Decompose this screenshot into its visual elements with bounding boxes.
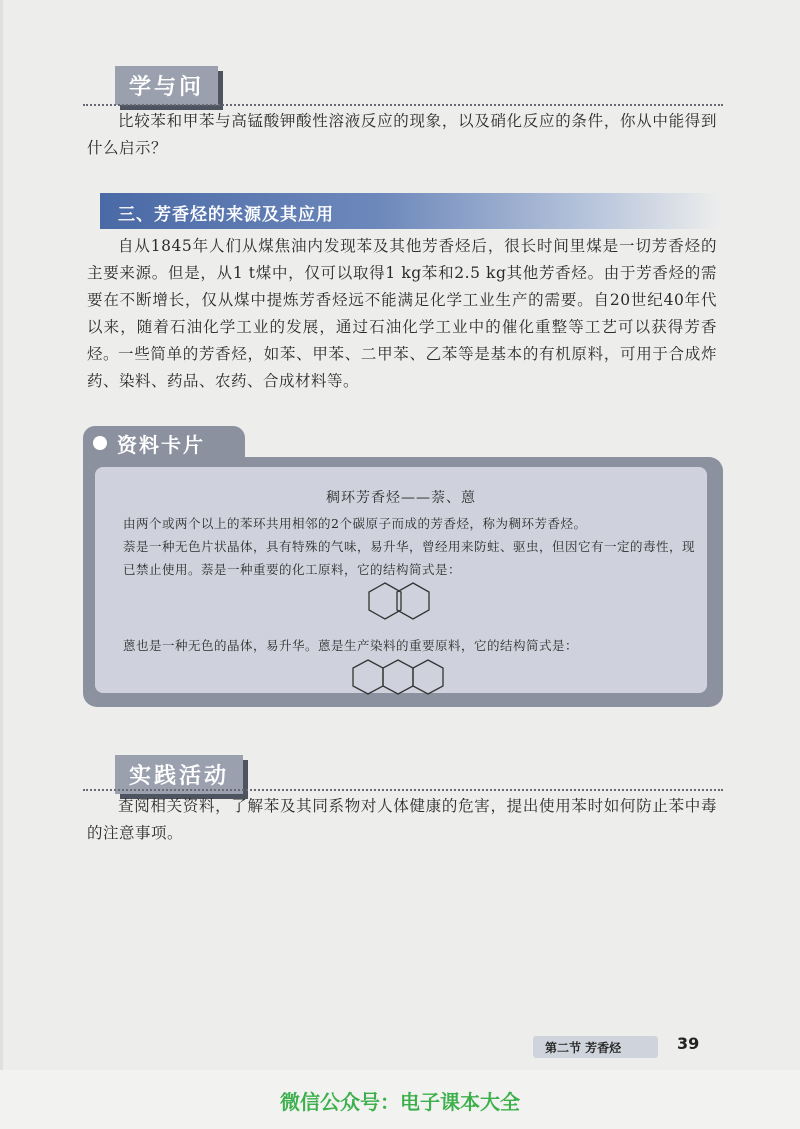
watermark-text: 微信公众号：电子课本大全 (280, 1090, 520, 1114)
anthracene-structure-icon (352, 657, 448, 697)
section-paragraph-1: 自从1845年人们从煤焦油内发现苯及其他芳香烃后，很长时间里煤是一切芳香烃的主要来源。但是，从1 t煤中，仅可以取得1 kg苯和2.5 kg其他芳香烃。由于芳香烃的需要在不断增长，仅从煤中提炼芳香烃远不能满足化学工业生产的需要。自20世纪40年代以来，随着石油化学工业的发展，通过石油化学工业中的催化重整等工艺可以获得芳香烃。 (87, 237, 717, 363)
footer-section-label: 第二节 芳香烃 (545, 1041, 622, 1055)
footer-section-label-bar (533, 1036, 658, 1058)
bullet-dot-icon (93, 436, 107, 450)
info-card-line-1: 由两个或两个以上的苯环共用相邻的2个碳原子而成的芳香烃，称为稠环芳香烃。 (123, 516, 587, 531)
practice-section-text: 查阅相关资料，了解苯及其同系物对人体健康的危害，提出使用苯时如何防止苯中毒的注意事项。 (87, 797, 717, 842)
info-card-tab (83, 426, 245, 460)
naphthalene-structure-icon (367, 580, 431, 622)
page-number: 39 (677, 1034, 700, 1053)
section-paragraph-2: 一些简单的芳香烃，如苯、甲苯、二甲苯、乙苯等是基本的有机原料，可用于合成炸药、染料、药品、农药、合成材料等。 (87, 345, 717, 390)
info-card-line-3: 蒽也是一种无色的晶体，易升华。蒽是生产染料的重要原料，它的结构简式是： (123, 638, 579, 653)
info-card (83, 457, 723, 707)
ask-section-tag: 学与问 (115, 66, 218, 105)
info-card-body (95, 467, 707, 693)
info-card-title: 稠环芳香烃——萘、蒽 (326, 490, 476, 506)
dotted-divider (83, 104, 723, 106)
practice-section-tag: 实践活动 (115, 755, 243, 794)
section-heading: 三、芳香烃的来源及其应用 (118, 205, 334, 225)
section-heading-bar (100, 193, 720, 229)
info-card-line-2: 萘是一种无色片状晶体，具有特殊的气味，易升华，曾经用来防蛀、驱虫，但因它有一定的毒性，现已禁止使用。萘是一种重要的化工原料，它的结构简式是： (123, 539, 696, 577)
info-card-tab-label: 资料卡片 (117, 433, 205, 457)
ask-section-text: 比较苯和甲苯与高锰酸钾酸性溶液反应的现象，以及硝化反应的条件，你从中能得到什么启示？ (87, 112, 717, 157)
dotted-divider (83, 789, 723, 791)
